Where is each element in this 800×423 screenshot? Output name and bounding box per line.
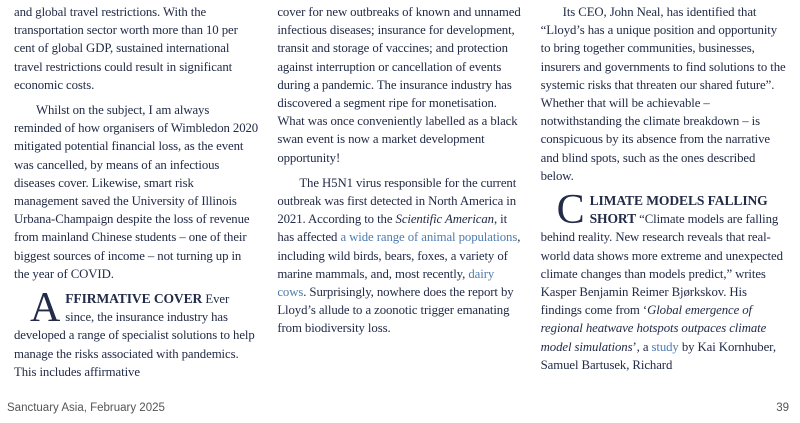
column-1 (14, 3, 259, 395)
inline-link[interactable]: study (651, 339, 679, 354)
body-text: , including wild birds, bears, foxes, a variety of marine mammals, and, most recently, (277, 230, 521, 281)
italic-citation: Global emergence of regional heatwave hotspots outpaces climate model simulations (540, 303, 767, 354)
body-text: ’, a (632, 339, 652, 354)
column-2 (277, 3, 522, 395)
italic-citation: Scientific American (395, 212, 494, 227)
paragraph (14, 3, 259, 94)
body-text: “Climate models are falling behind reality. New research reveals that real-world data shows more extreme and unexpected climate changes than models predict,” writes Kasper Benjamin Reimer Bjørkskov. His findings come from ‘ (540, 212, 783, 318)
body-text: , it has affected (277, 212, 508, 245)
page-footer (0, 397, 800, 423)
body-text: by Kai Kornhuber, Samuel Bartusek, Richard (540, 339, 776, 372)
footer-page-number: 39 (776, 402, 789, 414)
section-heading: FFIRMATIVE COVER (65, 291, 203, 307)
paragraph (540, 187, 786, 374)
body-text: . Surprisingly, nowhere does the report by Lloyd’s allude to a zoonotic trigger emanating from biodiversity loss. (277, 285, 514, 336)
column-3 (541, 3, 786, 395)
inline-link[interactable]: a wide range of animal populations (340, 230, 518, 245)
body-text: The H5N1 virus responsible for the current outbreak was first detected in North America in 2021. According to the (277, 175, 517, 227)
body-text: cover for new outbreaks of known and unnamed infectious diseases; insurance for development, transit and storage of vaccines; and protection against interruption or cancellation of events during a pandemic. The insurance industry has discovered a segment ripe for monetisation. What was once conveniently labelled as a black swan event is now a market development opportunity! (277, 5, 521, 165)
paragraph (14, 101, 259, 283)
section-heading: LIMATE MODELS FALLING SHORT (589, 193, 768, 227)
paragraph (277, 3, 522, 167)
body-text: Whilst on the subject, I am always reminded of how organisers of Wimbledon 2020 mitigated potential financial loss, as the event was cancelled, by means of an infectious diseases cover. Likewise, smart risk management saved the University of Illinois Urbana-Champaign despite the loss of revenue from mainland Chinese students – one of their biggest sources of income – not turning up in the year of COVID. (14, 103, 259, 281)
inline-link[interactable]: dairy cows (277, 266, 495, 300)
body-text: and global travel restrictions. With the transportation sector worth more than 10 per cent of global GDP, sustained international travel restrictions could result in significant economic costs. (14, 5, 238, 92)
dropcap-letter: C (556, 187, 585, 234)
body-text: Its CEO, John Neal, has identified that “Lloyd’s has a unique position and opportunity to bring together communities, businesses, insurers and governments to find solutions to the systemic risks that threaten our shared future”. Whether that will be achievable – notwithstanding the climate breakdown – is conspicuous by its absence from the narrative and blind spots, such as the ones described below. (540, 5, 786, 183)
paragraph (541, 3, 786, 185)
dropcap-letter: A (30, 285, 61, 332)
body-text: Ever since, the insurance industry has developed a range of specialist solutions to help manage the risks associated with pandemics. This includes affirmative (14, 292, 255, 379)
footer-journal-name: Sanctuary Asia, February 2025 (7, 402, 165, 414)
paragraph (14, 285, 259, 381)
paragraph (277, 174, 522, 338)
